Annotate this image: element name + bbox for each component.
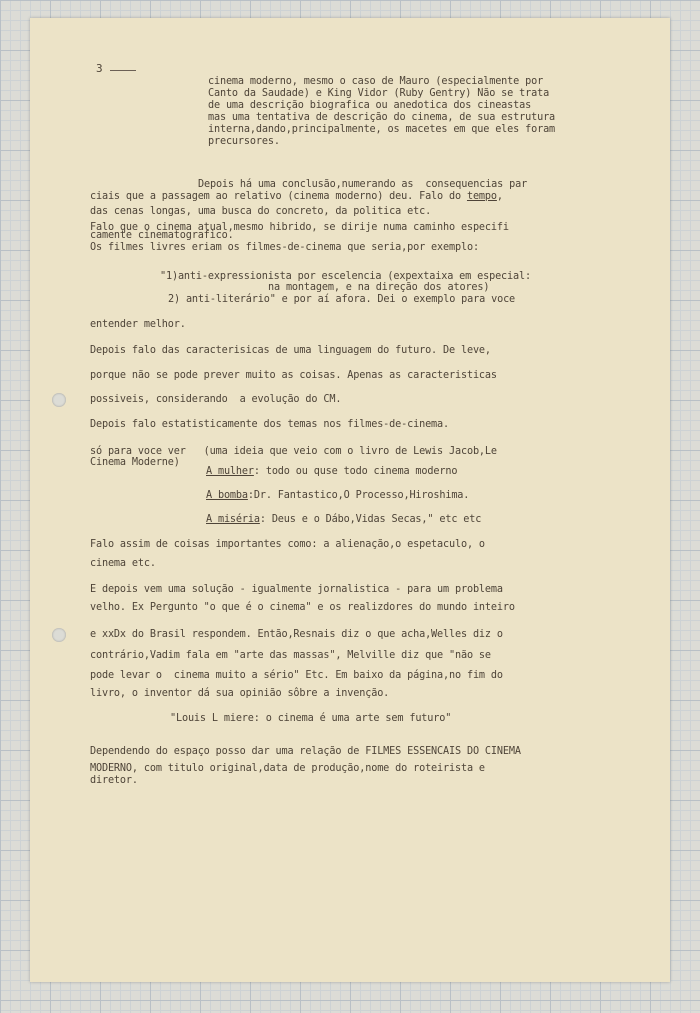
text-line: de uma descrição biografica ou anedotica dos cineastas	[208, 100, 532, 111]
text-line: Cinema Moderne)	[90, 457, 180, 468]
text-line: Falo assim de coisas importantes como: a alienação,o espetaculo, o	[90, 539, 485, 550]
punch-hole	[52, 628, 66, 642]
text-line: mas uma tentativa de descrição do cinema, de sua estrutura	[208, 112, 556, 123]
quote-line: "Louis L miere: o cinema é uma arte sem futuro"	[170, 713, 452, 724]
text-line: entender melhor.	[90, 319, 186, 330]
text-line: MODERNO, com titulo original,data de produção,nome do roteirista e	[90, 763, 485, 774]
text-line: na montagem, e na direção dos atores)	[268, 282, 490, 293]
text-line: "1)anti-expressionista por escelencia (expextaixa em especial:	[160, 271, 531, 282]
text-line: camente cinematografico.	[90, 230, 234, 241]
text-line: Depois falo das caracterisicas de uma linguagem do futuro. De leve,	[90, 345, 491, 356]
text-line: A bomba:Dr. Fantastico,O Processo,Hiroshima.	[206, 490, 470, 501]
text-line: diretor.	[90, 775, 138, 786]
text-line: possiveis, considerando a evolução do CM.	[90, 394, 342, 405]
handwritten-mark	[110, 70, 136, 71]
text-line: precursores.	[208, 136, 280, 147]
text-line: ciais que a passagem ao relativo (cinema moderno) deu. Falo do tempo,	[90, 191, 503, 202]
text-line: das cenas longas, uma busca do concreto, da politica etc.	[90, 206, 432, 217]
text-line: 2) anti-literário" e por aí afora. Dei o exemplo para voce	[168, 294, 516, 305]
text-line: contrário,Vadim fala em "arte das massas", Melville diz que "não se	[90, 650, 491, 661]
typewritten-page	[30, 18, 670, 982]
text-line: Canto da Saudade) e King Vidor (Ruby Gentry) Não se trata	[208, 88, 550, 99]
text-line: A mulher: todo ou quse todo cinema moderno	[206, 466, 458, 477]
text-line: E depois vem uma solução - igualmente jornalistica - para um problema	[90, 584, 503, 595]
text-line: Os filmes livres eriam os filmes-de-cinema que seria,por exemplo:	[90, 242, 479, 253]
text-line: Depois há uma conclusão,numerando as consequencias par	[198, 179, 528, 190]
text-line: Dependendo do espaço posso dar uma relação de FILMES ESSENCAIS DO CINEMA	[90, 746, 521, 757]
text-line: velho. Ex Pergunto "o que é o cinema" e os realizdores do mundo inteiro	[90, 602, 515, 613]
text-line: livro, o inventor dá sua opinião sôbre a invenção.	[90, 688, 390, 699]
text-line: pode levar o cinema muito a sério" Etc. Em baixo da página,no fim do	[90, 670, 503, 681]
text-line: porque não se pode prever muito as coisas. Apenas as caracteristicas	[90, 370, 497, 381]
text-line: Depois falo estatisticamente dos temas nos filmes-de-cinema.	[90, 419, 450, 430]
text-line: Falo que o cinema atual,mesmo hibrido, se dirije numa caminho especifi	[90, 222, 509, 233]
text-line: A miséria: Deus e o Dábo,Vidas Secas," etc etc	[206, 514, 482, 525]
punch-hole	[52, 393, 66, 407]
text-line: cinema etc.	[90, 558, 156, 569]
text-line: só para voce ver (uma ideia que veio com o livro de Lewis Jacob,Le	[90, 446, 497, 457]
text-line: cinema moderno, mesmo o caso de Mauro (especialmente por	[208, 76, 544, 87]
text-line: e xxDx do Brasil respondem. Então,Resnais diz o que acha,Welles diz o	[90, 629, 503, 640]
text-line: interna,dando,principalmente, os macetes em que eles foram	[208, 124, 556, 135]
page-number: 3	[96, 62, 103, 75]
